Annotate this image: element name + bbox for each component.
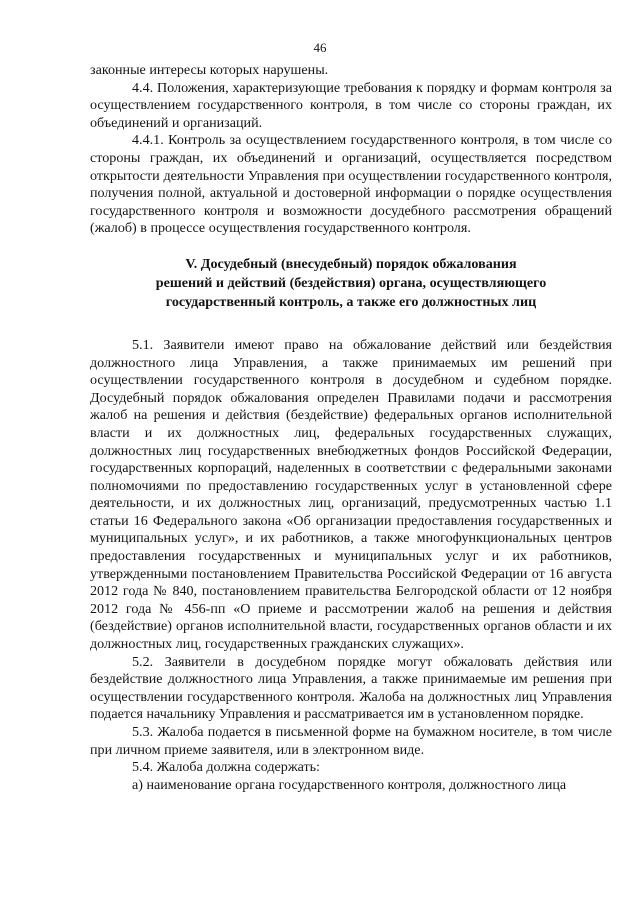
paragraph-continuation: законные интересы которых нарушены. (90, 62, 329, 78)
paragraph-4-4-1: 4.4.1. Контроль за осуществлением государственного контроля, в том числе со стороны граждан, их объединений и организаций, осуществляется посредством открытости деятельности Управления при осуществлении государственного контроля, получения полной, актуальной и достоверной информации о порядке осуществления государственного контроля и возможности досудебного рассмотрения обращений (жалоб) в процессе осуществления государственного контроля. (90, 132, 612, 237)
paragraph-4-4: 4.4. Положения, характеризующие требования к порядку и формам контроля за осуществлением государственного контроля, в том числе со стороны граждан, их объединений и организаций. (90, 79, 612, 131)
page-number: 46 (313, 40, 327, 55)
paragraph-5-2: 5.2. Заявители в досудебном порядке могут обжаловать действия или бездействие должностного лица Управления, а также принимаемые им решения при осуществлении государственного контроля. Жалоба на должностных лиц Управления подается начальнику Управления и рассматривается им в установленном порядке. (90, 653, 612, 723)
paragraph-5-4-a: а) наименование органа государственного контроля, должностного лица (132, 776, 567, 793)
section-title-line-2: решений и действий (бездействия) органа, осуществляющего (155, 274, 547, 291)
paragraph-5-4: 5.4. Жалоба должна содержать: (132, 759, 320, 776)
section-title-line-3: государственный контроль, а также его должностных лиц (165, 293, 537, 310)
section-title (90, 255, 612, 312)
paragraph-5-1: 5.1. Заявители имеют право на обжалование действий или бездействия должностного лица Управления, а также принимаемых им решений при осуществлении государственного контроля в досудебном и судебном порядке. Досудебный порядок обжалования определен Правилами подачи и рассмотрения жалоб на решения и действия (бездействие) федеральных органов исполнительной власти и их должностных лиц, федеральных государственных служащих, должностных лиц государственных внебюджетных фондов Российской Федерации, государственных корпораций, наделенных в соответствии с федеральными законами полномочиями по предоставлению государственных услуг в установленной сфере деятельности, и их должностных лиц, организаций, предусмотренных частью 1.1 статьи 16 Федерального закона «Об организации предоставления государственных и муниципальных услуг», и их работников, а также многофункциональных центров предоставления государственных и муниципальных услуг и их работников, утвержденными постановлением Правительства Российской Федерации от 16 августа 2012 года № 840, постановлением правительства Белгородской области от 12 ноября 2012 года № 456-пп «О приеме и рассмотрении жалоб на решения и действия (бездействие) органов исполнительной власти, государственных органов области и их должностных лиц, государственных гражданских служащих». (90, 336, 612, 653)
paragraph-5-3: 5.3. Жалоба подается в письменной форме на бумажном носителе, в том числе при личном приеме заявителя, или в электронном виде. (90, 724, 612, 758)
document-body (90, 62, 612, 794)
section-title-line-1: V. Досудебный (внесудебный) порядок обжалования (185, 255, 517, 272)
